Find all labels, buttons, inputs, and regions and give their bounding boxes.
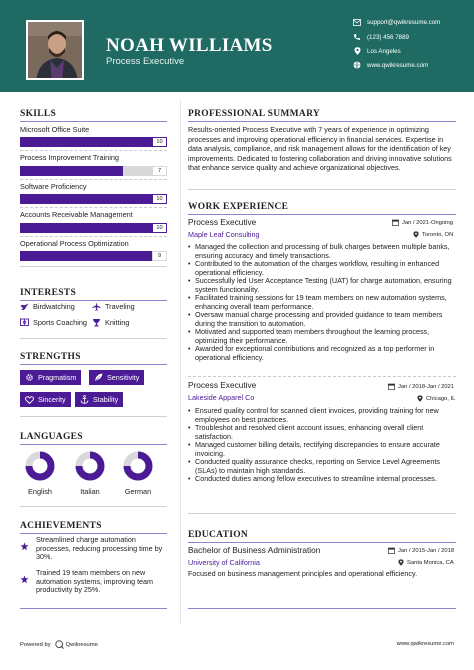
job-location-text: Chicago, IL xyxy=(426,395,456,402)
strength-chip xyxy=(89,370,144,385)
job-dates-text: Jan / 2018-Jan / 2021 xyxy=(398,383,455,390)
anchor-icon xyxy=(80,395,89,404)
feather-icon xyxy=(94,373,103,382)
skill-label: Process Improvement Training xyxy=(20,153,119,162)
achievements-rule xyxy=(20,533,167,534)
section-divider xyxy=(188,189,456,190)
contact-phone-text: (123) 456 7889 xyxy=(367,33,409,41)
column-divider xyxy=(180,100,181,625)
language-label: English xyxy=(28,487,52,496)
interest-label: Traveling xyxy=(105,302,135,311)
language-label: German xyxy=(124,487,152,496)
skill-bar xyxy=(20,194,167,204)
summary-text: Results-oriented Process Executive with 7 years of experience in optimizing processes and improving operational efficiency in financial services. Expertise in data analysis, compliance, and risk management allows for the identification of key improvements. Dedicated to fostering collaboration and driving innovative solutions that enhance service quality and achieve organizational objectives. xyxy=(188,125,452,173)
yarn-icon xyxy=(92,318,101,327)
strength-label: Sincerity xyxy=(38,395,66,404)
contact-email-text: support@qwikresume.com xyxy=(367,18,441,26)
education-location-text: Santa Monica, CA xyxy=(407,559,454,566)
resume-header xyxy=(0,0,474,92)
skill-bar-fill xyxy=(20,194,167,204)
skill-divider xyxy=(20,236,167,237)
trophy-icon xyxy=(20,538,29,547)
job-bullet: • Oversaw manual charge processing and provided guidance to team members during the transition to automation. xyxy=(188,311,456,328)
skill-bar-fill xyxy=(20,251,152,261)
skill-level: 10 xyxy=(153,224,166,232)
contact-website[interactable] xyxy=(353,61,428,69)
education-text: Focused on business management principles and operational efficiency. xyxy=(188,569,418,578)
skill-bar xyxy=(20,166,167,176)
job-title: Process Executive xyxy=(188,380,257,390)
achievements-title: ACHIEVEMENTS xyxy=(20,521,102,531)
interest-label: Birdwatching xyxy=(33,302,75,311)
job-bullet: • Successfully led User Acceptance Testing (UAT) for charge automation, ensuring system functionality. xyxy=(188,277,456,294)
globe-icon xyxy=(353,61,361,69)
phone-icon xyxy=(353,33,361,41)
contact-website-text: www.qwikresume.com xyxy=(367,61,429,69)
skill-bar-fill xyxy=(20,166,123,176)
section-divider xyxy=(188,513,456,514)
experience-rule xyxy=(188,214,456,215)
education-location xyxy=(397,559,454,566)
skill-level: 10 xyxy=(153,195,166,203)
strength-chip xyxy=(75,392,123,407)
language-meters xyxy=(0,450,180,486)
skill-bar xyxy=(20,137,167,147)
job-bullet: • Facilitated training sessions for 19 team members on new automation systems, enhancing overall team performance. xyxy=(188,294,456,311)
calendar-icon xyxy=(392,219,399,226)
interest-item xyxy=(92,318,129,327)
strengths-title: STRENGTHS xyxy=(20,352,81,362)
education-rule xyxy=(188,542,456,543)
job-location-text: Toronto, ON xyxy=(422,231,454,238)
section-divider xyxy=(20,338,167,339)
strength-chip xyxy=(20,392,71,407)
section-divider xyxy=(20,416,167,417)
language-label: Italian xyxy=(80,487,100,496)
job-bullets xyxy=(188,243,456,362)
skill-level: 9 xyxy=(153,252,166,260)
powered-by[interactable] xyxy=(20,640,98,649)
job-company: Lakeside Apparel Co xyxy=(188,393,255,402)
skill-bar-fill xyxy=(20,137,167,147)
achievements-bottom-rule xyxy=(20,608,167,609)
brand-name: Qwikresume xyxy=(65,641,98,648)
experience-title: WORK EXPERIENCE xyxy=(188,202,289,212)
skill-divider xyxy=(20,150,167,151)
skill-bar xyxy=(20,223,167,233)
candidate-name: NOAH WILLIAMS xyxy=(106,35,273,56)
job-location xyxy=(416,395,455,402)
calendar-icon xyxy=(388,547,395,554)
strength-label: Pragmatism xyxy=(38,373,77,382)
education-dates-text: Jan / 2015-Jan / 2018 xyxy=(398,547,455,554)
skills-rule xyxy=(20,121,167,122)
school-name: University of California xyxy=(188,558,260,567)
job-dates-text: Jan / 2021-Ongoing xyxy=(402,219,453,226)
contact-email[interactable] xyxy=(353,18,440,26)
job-bullet: • Ensured quality control for scanned client invoices, providing training for new employees on best practices. xyxy=(188,407,456,424)
job-bullet: • Awarded for exceptional contributions and recognized as a top performer in operational efficiency. xyxy=(188,345,456,362)
footer-url[interactable]: www.qwikresume.com xyxy=(396,641,454,647)
calendar-icon xyxy=(388,383,395,390)
job-dates xyxy=(392,219,453,226)
interest-item xyxy=(20,302,75,311)
strength-chip xyxy=(20,370,81,385)
interest-item xyxy=(20,318,87,327)
strengths-rule xyxy=(20,364,167,365)
languages-title: LANGUAGES xyxy=(20,432,83,442)
candidate-role: Process Executive xyxy=(106,56,185,67)
job-bullet: • Conducted quality assurance checks, reporting on Service Level Agreements (SLAs) to maintain high standards. xyxy=(188,458,456,475)
location-icon xyxy=(397,559,404,566)
skill-level: 10 xyxy=(153,138,166,146)
skill-label: Microsoft Office Suite xyxy=(20,125,90,134)
job-bullet: • Contributed to the automation of the charges workflow, resulting in enhanced operational efficiency. xyxy=(188,260,456,277)
plane-icon xyxy=(92,302,101,311)
interest-label: Knitting xyxy=(105,318,130,327)
job-divider xyxy=(188,376,456,377)
skill-label: Accounts Receivable Management xyxy=(20,210,133,219)
education-dates xyxy=(388,547,454,554)
skill-bar xyxy=(20,251,167,261)
skill-divider xyxy=(20,179,167,180)
job-bullet: • Managed customer billing details, rectifying discrepancies to ensure accurate invoicing. xyxy=(188,441,456,458)
education-title: EDUCATION xyxy=(188,530,249,540)
profile-photo xyxy=(26,20,84,80)
job-bullets xyxy=(188,407,456,484)
job-dates xyxy=(388,383,454,390)
job-location xyxy=(412,231,453,238)
job-bullet: • Motivated and supported team members throughout the learning process, optimizing their performance. xyxy=(188,328,456,345)
job-company: Maple Leaf Consulting xyxy=(188,230,260,239)
interest-label: Sports Coaching xyxy=(33,318,87,327)
contact-phone[interactable] xyxy=(353,33,409,41)
section-divider xyxy=(20,266,167,267)
education-bottom-rule xyxy=(188,608,456,609)
skill-label: Operational Process Optimization xyxy=(20,239,129,248)
skill-label: Software Proficiency xyxy=(20,182,87,191)
trophy-icon xyxy=(20,571,29,580)
languages-rule xyxy=(20,444,167,445)
job-bullet: • Troubleshot and resolved client account issues, enhancing overall client satisfaction. xyxy=(188,424,456,441)
interests-title: INTERESTS xyxy=(20,288,77,298)
contact-location-text: Los Angeles xyxy=(367,47,401,55)
job-bullet: • Managed the collection and processing of bulk charges between multiple banks, ensuring accuracy and timely transactions. xyxy=(188,243,456,260)
qwikresume-logo-icon xyxy=(55,640,64,649)
powered-by-text: Powered by xyxy=(20,641,51,648)
cog-icon xyxy=(25,373,34,382)
contact-location xyxy=(353,47,401,55)
summary-rule xyxy=(188,121,456,122)
email-icon xyxy=(353,18,361,26)
achievement-item: Trained 19 team members on new automation systems, improving team productivity by 25%. xyxy=(36,568,154,595)
job-bullet: • Conducted duties among fellow executives to streamline internal processes. xyxy=(188,475,456,484)
location-icon xyxy=(353,47,361,55)
location-icon xyxy=(416,395,423,402)
sports-icon xyxy=(20,318,29,327)
skills-title: SKILLS xyxy=(20,109,57,119)
job-title: Process Executive xyxy=(188,217,257,227)
section-divider xyxy=(20,506,167,507)
strength-label: Stability xyxy=(93,395,119,404)
skill-level: 7 xyxy=(153,167,166,175)
skill-bar-fill xyxy=(20,223,167,233)
heart-icon xyxy=(25,395,34,404)
skill-divider xyxy=(20,207,167,208)
interest-item xyxy=(92,302,135,311)
strength-label: Sensitivity xyxy=(107,373,140,382)
location-icon xyxy=(412,231,419,238)
bird-icon xyxy=(20,302,29,311)
interests-rule xyxy=(20,300,167,301)
degree-title: Bachelor of Business Administration xyxy=(188,545,321,555)
summary-title: PROFESSIONAL SUMMARY xyxy=(188,109,321,119)
achievement-item: Streamlined charge automation processes, reducing processing time by 30%. xyxy=(36,535,163,562)
